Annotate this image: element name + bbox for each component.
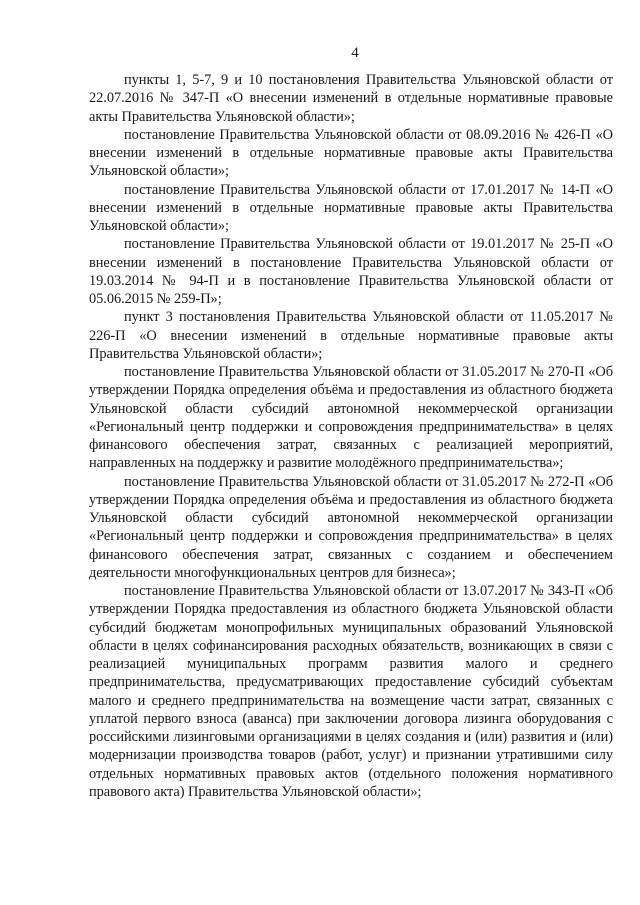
paragraph-5: пункт 3 постановления Правительства Ульяновской области от 11.05.2017 № 226-П «О внесении изменений в отдельные нормативные правовые акты Правительства Ульяновской области»; bbox=[89, 309, 613, 362]
paragraph-7: постановление Правительства Ульяновской области от 31.05.2017 № 272-П «Об утверждении Порядка определения объёма и предоставления из областного бюджета Ульяновской области субсидий автономной некоммерческой организации «Региональный центр поддержки и сопровождения предпринимательства» в целях финансового обеспечения затрат, связанных с созданием и обеспечением деятельности многофункциональных центров для бизнеса»; bbox=[89, 473, 613, 581]
paragraph-3: постановление Правительства Ульяновской области от 17.01.2017 № 14-П «О внесении изменений в отдельные нормативные правовые акты Правительства Ульяновской области»; bbox=[89, 181, 613, 234]
paragraph-1: пункты 1, 5-7, 9 и 10 постановления Правительства Ульяновской области от 22.07.2016 № 347-П «О внесении изменений в отдельные нормативные правовые акты Правительства Ульяновской области»; bbox=[89, 72, 613, 125]
paragraph-2: постановление Правительства Ульяновской области от 08.09.2016 № 426-П «О внесении изменений в отдельные нормативные правовые акты Правительства Ульяновской области»; bbox=[89, 126, 613, 180]
page-number: 4 bbox=[351, 45, 359, 61]
paragraph-6: постановление Правительства Ульяновской области от 31.05.2017 № 270-П «Об утверждении Порядка определения объёма и предоставления из областного бюджета Ульяновской области субсидий автономной некоммерческой организации «Региональный центр поддержки и сопровождения предпринимательства» в целях финансового обеспечения затрат, связанных с реализацией мероприятий, направленных на поддержку и развитие молодёжного предпринимательства»; bbox=[89, 364, 613, 472]
paragraph-4: постановление Правительства Ульяновской области от 19.01.2017 № 25-П «О внесении изменений в постановление Правительства Ульяновской области от 19.03.2014 № 94-П и в постановление Правительства Ульяновской области от 05.06.2015 № 259-П»; bbox=[89, 236, 613, 307]
paragraph-8: постановление Правительства Ульяновской области от 13.07.2017 № 343-П «Об утверждении Порядка предоставления из областного бюджета Ульяновской области субсидий бюджетам монопрофильных муниципальных образований Ульяновской области в целях софинансирования расходных обязательств, возникающих в связи с реализацией муниципальных программ развития малого и среднего предпринимательства, предусматривающих предоставление субсидий субъектам малого и среднего предпринимательства на возмещение части затрат, связанных с уплатой первого взноса (аванса) при заключении договора лизинга оборудования с российскими лизинговыми организациями в целях создания и (или) развития и (или) модернизации производства товаров (работ, услуг) и признании утратившими силу отдельных нормативных правовых актов (отдельного положения нормативного правового акта) Правительства Ульяновской области»; bbox=[89, 583, 613, 800]
